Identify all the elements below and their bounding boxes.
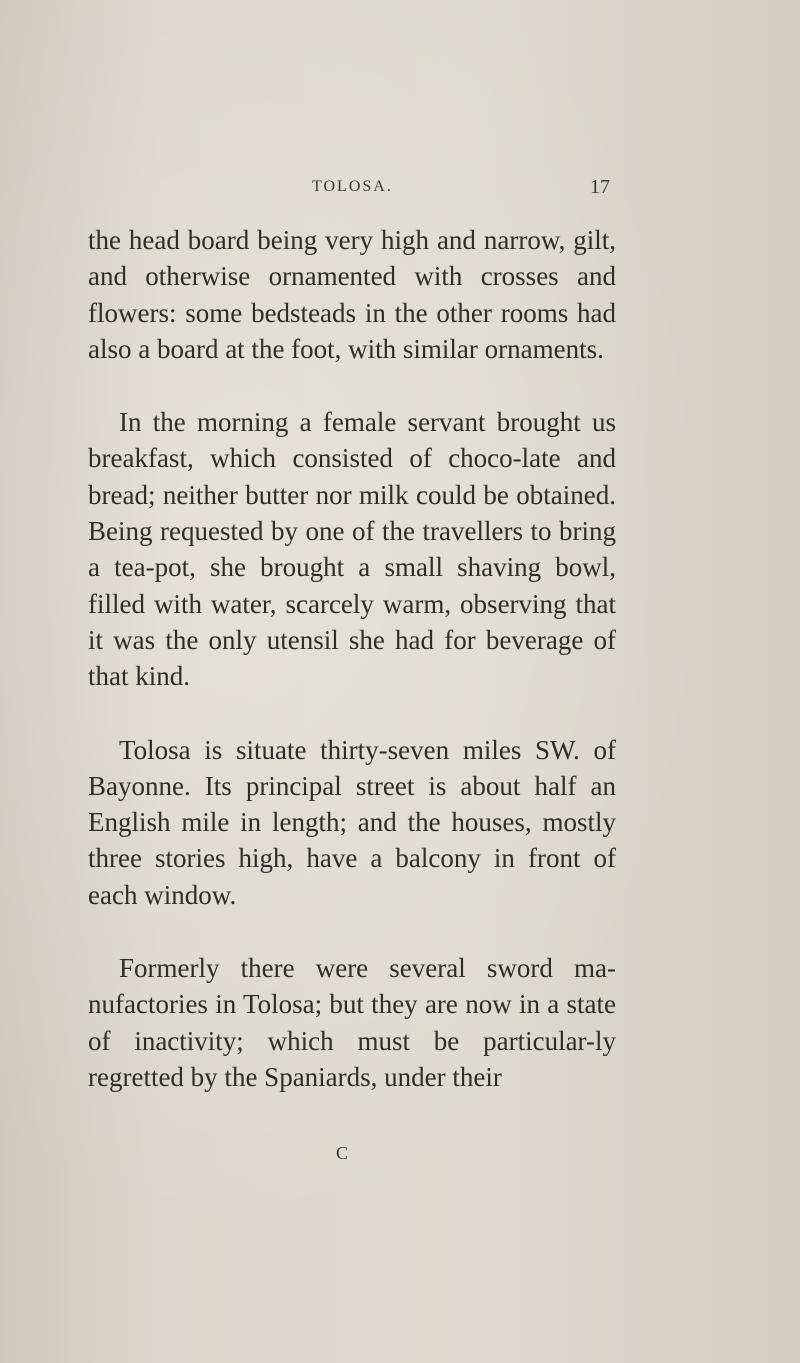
paragraph-4: Formerly there were several sword ma-nufactories in Tolosa; but they are now in a state of inactivity; which must be particular-ly regretted by the Spaniards, under their bbox=[88, 953, 616, 1092]
body-text bbox=[88, 222, 616, 1132]
signature-mark: C bbox=[336, 1143, 349, 1163]
paragraph-3: Tolosa is situate thirty-seven miles SW. of Bayonne. Its principal street is about half an English mile in length; and the houses, mostly three stories high, have a balcony in front of each window. bbox=[88, 734, 616, 910]
running-head-title: TOLOSA. bbox=[312, 178, 393, 195]
running-head bbox=[0, 178, 800, 208]
paragraph-2: In the morning a female servant brought us breakfast, which consisted of choco-late and bread; neither butter nor milk could be obtained. Being requested by one of the travellers to bring a tea-pot, she brought a small shaving bowl, filled with water, scarcely warm, observing that it was the only utensil she had for beverage of that kind. bbox=[88, 407, 616, 692]
paragraph-1: the head board being very high and narrow, gilt, and otherwise ornamented with crosses and flowers: some bedsteads in the other rooms had also a board at the foot, with similar ornaments. bbox=[88, 225, 616, 364]
page-number: 17 bbox=[590, 176, 610, 198]
